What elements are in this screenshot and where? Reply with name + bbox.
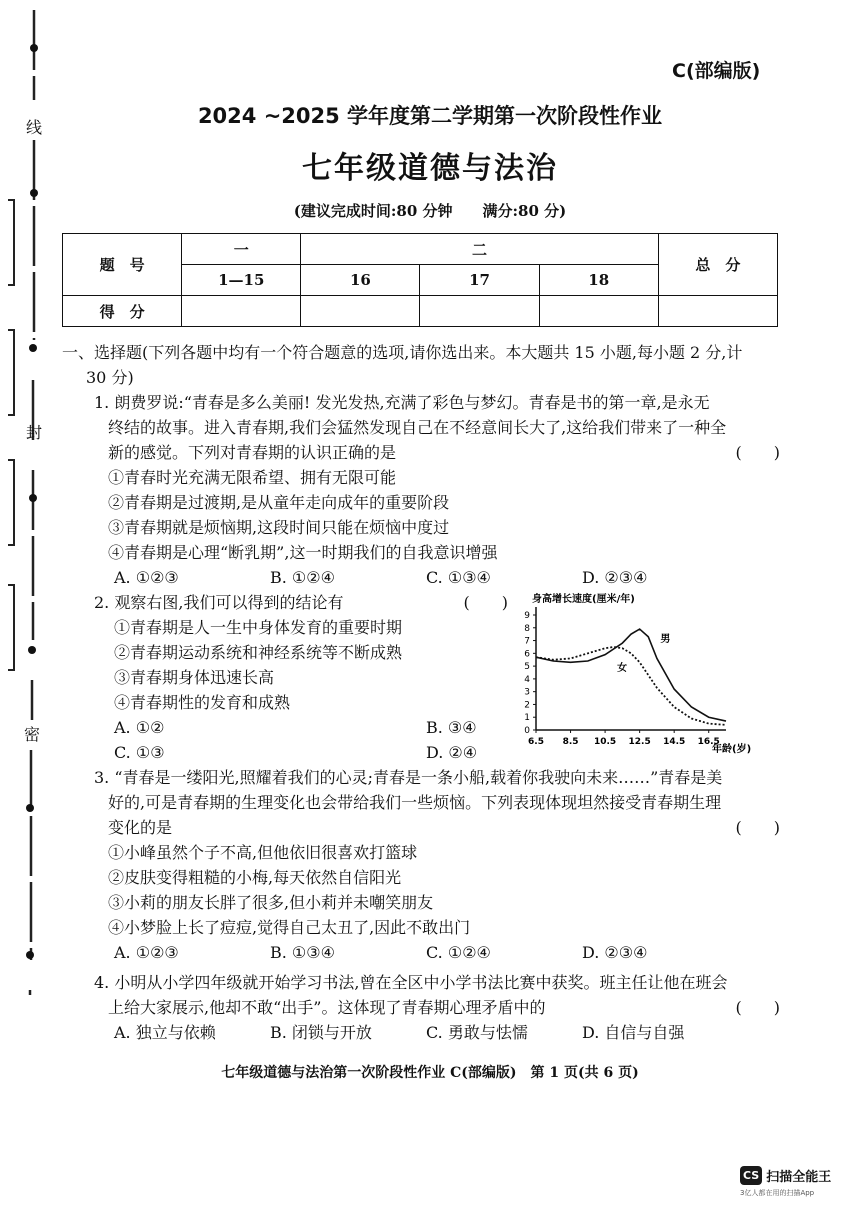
q3-choice-b[interactable]: B. ①③④ <box>270 943 335 962</box>
score-cell[interactable] <box>301 296 420 327</box>
series-line-male <box>536 629 726 721</box>
row-label-question: 题 号 <box>63 234 182 296</box>
series-label-male: 男 <box>660 633 671 645</box>
q3-choice-c[interactable]: C. ①②④ <box>426 943 491 962</box>
q2-choice-a[interactable]: A. ①② <box>114 718 165 737</box>
col-1-15: 1—15 <box>182 265 301 296</box>
section-heading-line2: 30 分) <box>86 368 134 387</box>
subject-title: 七年级道德与法治 <box>302 151 558 186</box>
x-tick-label: 16.5 <box>697 737 720 747</box>
score-cell[interactable] <box>539 296 658 327</box>
total-score-cell[interactable] <box>658 296 777 327</box>
logo-tagline: 3亿人都在用的扫描App <box>740 1189 815 1197</box>
section-heading-line1: 一、选择题(下列各题中均有一个符合题意的选项,请你选出来。本大题共 15 小题,每小题 2 分,计 <box>62 343 743 362</box>
cs-logo-icon: CS <box>740 1166 762 1185</box>
edition-label: C(部编版) <box>672 60 761 82</box>
q4-choice-c[interactable]: C. 勇敢与怯懦 <box>426 1023 528 1042</box>
page-footer: 七年级道德与法治第一次阶段性作业 C(部编版) 第 1 页(共 6 页) <box>221 1065 639 1081</box>
q1-choice-d[interactable]: D. ②③④ <box>582 568 648 587</box>
score-cell[interactable] <box>420 296 539 327</box>
q1-choice-b[interactable]: B. ①②④ <box>270 568 335 587</box>
row-label-score: 得 分 <box>63 296 182 327</box>
q2-choice-d[interactable]: D. ②④ <box>426 743 478 762</box>
x-tick-label: 8.5 <box>562 737 579 747</box>
binding-char-secret: 密 <box>24 725 41 744</box>
question-2 <box>94 590 508 765</box>
score-table <box>62 233 778 327</box>
binding-char-seal: 封 <box>26 423 43 442</box>
binding-char-line: 线 <box>26 118 43 137</box>
q4-answer-paren[interactable]: ( ) <box>735 998 780 1017</box>
q1-item-1: ①青春时光充满无限希望、拥有无限可能 <box>108 468 397 487</box>
q3-item-3: ③小莉的朋友长胖了很多,但小莉并未嘲笑朋友 <box>108 893 434 912</box>
section-heading <box>62 340 742 390</box>
total-label: 总 分 <box>658 234 777 296</box>
x-tick-label: 6.5 <box>528 737 544 747</box>
q3-item-1: ①小峰虽然个子不高,但他依旧很喜欢打篮球 <box>108 843 418 862</box>
series-label-female: 女 <box>617 663 628 675</box>
q4-choice-a[interactable]: A. 独立与依赖 <box>114 1023 216 1042</box>
y-tick-label: 4 <box>524 674 530 685</box>
q3-choice-d[interactable]: D. ②③④ <box>582 943 648 962</box>
chart-title: 身高增长速度(厘米/年) <box>532 594 635 605</box>
y-tick-label: 7 <box>524 636 530 647</box>
growth-rate-chart <box>512 590 752 760</box>
y-tick-label: 5 <box>524 662 530 673</box>
q2-item-2: ②青春期运动系统和神经系统等不断成熟 <box>114 643 403 662</box>
question-4 <box>94 970 780 1045</box>
chart-xlabel: 年龄(岁) <box>712 744 752 755</box>
q1-line2: 终结的故事。进入青春期,我们会猛然发现自己在不经意间长大了,这给我们带来了一种全 <box>108 418 727 437</box>
q4-choice-d[interactable]: D. 自信与自强 <box>582 1023 685 1042</box>
q1-line1: 1. 朗费罗说:“青春是多么美丽! 发光发热,充满了彩色与梦幻。青春是书的第一章,是永无 <box>94 393 710 412</box>
series-line-female <box>536 647 726 725</box>
y-tick-label: 9 <box>524 611 530 621</box>
q2-choice-c[interactable]: C. ①③ <box>114 743 165 762</box>
logo-brand: 扫描全能王 <box>766 1170 832 1185</box>
q2-item-4: ④青春期性的发育和成熟 <box>114 693 291 712</box>
question-3 <box>94 765 780 965</box>
q3-choice-a[interactable]: A. ①②③ <box>114 943 179 962</box>
y-tick-label: 0 <box>524 726 530 736</box>
y-tick-label: 3 <box>524 687 530 698</box>
q4-choice-b[interactable]: B. 闭锁与开放 <box>270 1023 372 1042</box>
q2-stem: 2. 观察右图,我们可以得到的结论有 <box>94 593 344 612</box>
q1-item-4: ④青春期是心理“断乳期”,这一时期我们的自我意识增强 <box>108 543 498 562</box>
exam-info: (建议完成时间:80 分钟 满分:80 分) <box>293 202 567 220</box>
score-cell[interactable] <box>182 296 301 327</box>
q1-choice-c[interactable]: C. ①③④ <box>426 568 491 587</box>
q3-item-2: ②皮肤变得粗糙的小梅,每天依然自信阳光 <box>108 868 402 887</box>
x-tick-label: 14.5 <box>663 737 686 747</box>
col-18: 18 <box>539 265 658 296</box>
x-tick-label: 12.5 <box>628 737 651 747</box>
q3-line3: 变化的是 <box>108 818 173 837</box>
part-two-header: 二 <box>301 234 658 265</box>
q2-choice-b[interactable]: B. ③④ <box>426 718 477 737</box>
q3-item-4: ④小梦脸上长了痘痘,觉得自己太丑了,因此不敢出门 <box>108 918 471 937</box>
q4-line2: 上给大家展示,他却不敢“出手”。这体现了青春期心理矛盾中的 <box>108 998 546 1017</box>
y-tick-label: 1 <box>524 713 530 724</box>
y-tick-label: 6 <box>524 649 530 660</box>
q2-answer-paren[interactable]: ( ) <box>463 593 508 612</box>
q1-answer-paren[interactable]: ( ) <box>735 443 780 462</box>
exam-title: 2024 ~2025 学年度第二学期第一次阶段性作业 <box>197 104 663 128</box>
q3-line2: 好的,可是青春期的生理变化也会带给我们一些烦恼。下列表现体现坦然接受青春期生理 <box>108 793 722 812</box>
q3-line1: 3. “青春是一缕阳光,照耀着我们的心灵;青春是一条小船,载着你我驶向未来……”青春是美 <box>94 768 723 787</box>
q1-choice-a[interactable]: A. ①②③ <box>114 568 179 587</box>
q1-item-2: ②青春期是过渡期,是从童年走向成年的重要阶段 <box>108 493 450 512</box>
q1-item-3: ③青春期就是烦恼期,这段时间只能在烦恼中度过 <box>108 518 450 537</box>
q3-answer-paren[interactable]: ( ) <box>735 818 780 837</box>
q2-item-1: ①青春期是人一生中身体发育的重要时期 <box>114 618 403 637</box>
question-1 <box>94 390 780 590</box>
part-one-header: 一 <box>182 234 301 265</box>
y-tick-label: 2 <box>524 700 530 711</box>
y-tick-label: 8 <box>524 623 530 634</box>
q4-line1: 4. 小明从小学四年级就开始学习书法,曾在全区中小学书法比赛中获奖。班主任让他在班会 <box>94 973 728 992</box>
x-tick-label: 10.5 <box>593 737 617 747</box>
col-17: 17 <box>420 265 539 296</box>
col-16: 16 <box>301 265 420 296</box>
scanner-logo <box>740 1166 850 1206</box>
q1-line3: 新的感觉。下列对青春期的认识正确的是 <box>108 443 397 462</box>
q2-item-3: ③青春期身体迅速长高 <box>114 668 275 687</box>
